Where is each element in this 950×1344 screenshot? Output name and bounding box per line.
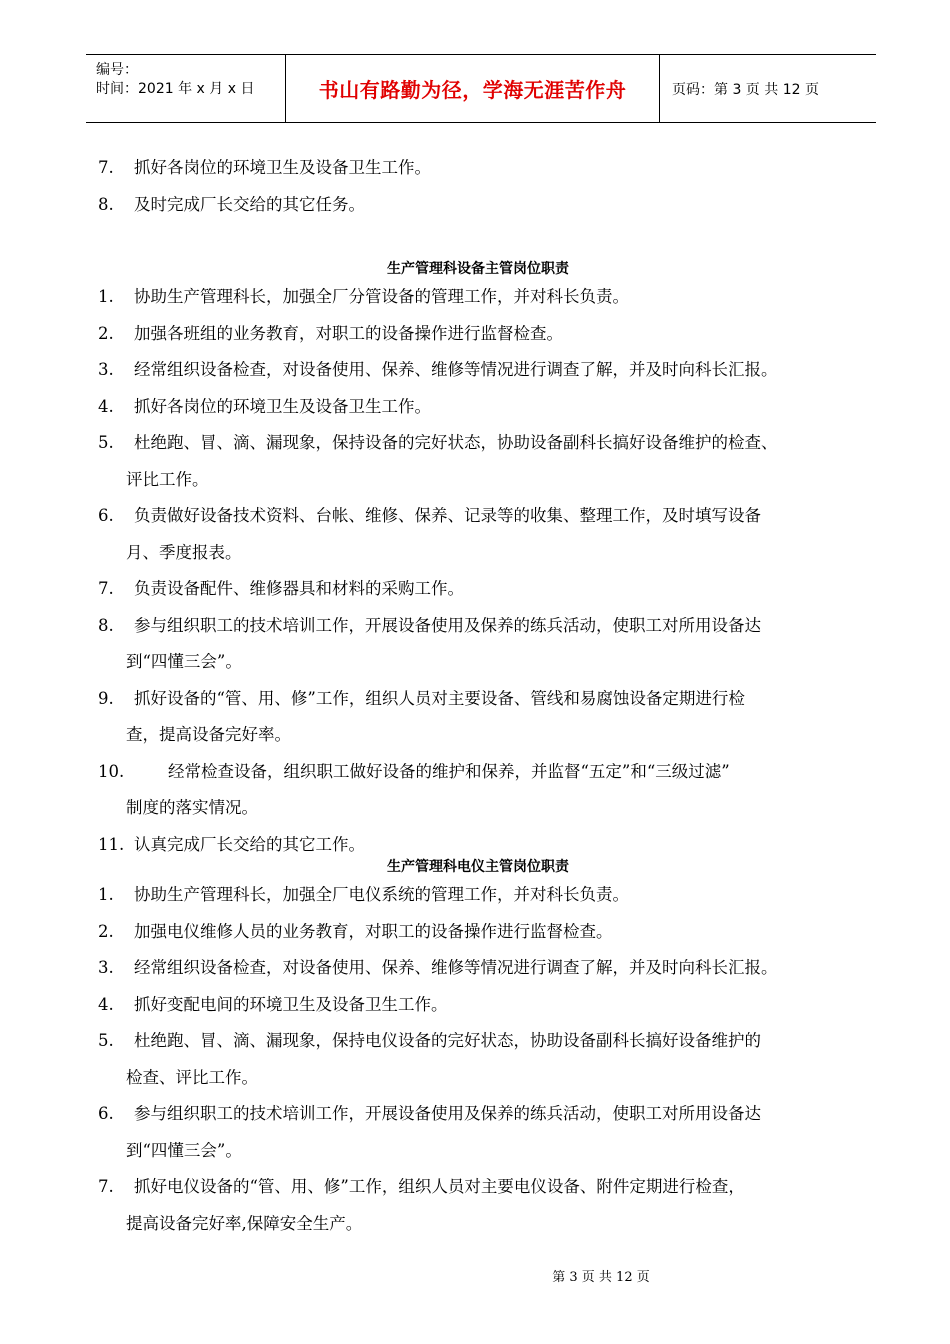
item-text: 杜绝跑、冒、滴、漏现象，保持设备的完好状态，协助设备副科长搞好设备维护的检查、 (134, 433, 778, 452)
item-number: 1. (98, 885, 114, 904)
item-text-continuation: 月、季度报表。 (126, 542, 242, 562)
item-text-continuation: 制度的落实情况。 (126, 798, 258, 817)
item-text: 负责设备配件、维修器具和材料的采购工作。 (134, 579, 464, 598)
item-text: 及时完成厂长交给的其它任务。 (134, 194, 365, 214)
item-number: 2. (98, 323, 114, 343)
item-text-continuation: 到“四懂三会”。 (126, 1140, 242, 1160)
item-text: 经常组织设备检查，对设备使用、保养、维修等情况进行调查了解，并及时向科长汇报。 (134, 360, 778, 379)
section-title: 生产管理科设备主管岗位职责 (387, 261, 569, 277)
list-item (98, 1096, 878, 1133)
item-number: 8. (98, 615, 114, 635)
list-item (98, 914, 878, 951)
item-text: 加强各班组的业务教育，对职工的设备操作进行监督检查。 (134, 323, 563, 343)
list-item (98, 950, 878, 987)
item-number: 6. (98, 1104, 114, 1123)
item-text-continuation: 查，提高设备完好率。 (126, 725, 291, 744)
item-text: 协助生产管理科长，加强全厂电仪系统的管理工作，并对科长负责。 (134, 885, 629, 904)
item-text: 抓好设备的“管、用、修”工作，组织人员对主要设备、管线和易腐蚀设备定期进行检 (134, 688, 745, 708)
list-item (98, 498, 878, 535)
list-item (98, 1023, 878, 1060)
item-number: 11. (98, 834, 125, 854)
list-item (98, 279, 878, 316)
list-item (98, 571, 878, 608)
header-motto: 书山有路勤为径，学海无涯苦作舟 (286, 55, 660, 122)
list-item (98, 389, 878, 426)
item-text: 抓好各岗位的环境卫生及设备卫生工作。 (134, 396, 431, 416)
item-text: 加强电仪维修人员的业务教育，对职工的设备操作进行监督检查。 (134, 921, 613, 941)
header-meta (86, 55, 286, 122)
list-item (98, 754, 878, 791)
item-text-continuation: 评比工作。 (126, 469, 209, 489)
item-number: 10. (98, 761, 125, 781)
list-item (98, 352, 878, 389)
item-number: 3. (98, 360, 114, 379)
item-text: 负责做好设备技术资料、台帐、维修、保养、记录等的收集、整理工作，及时填写设备 (134, 506, 761, 525)
item-text: 杜绝跑、冒、滴、漏现象，保持电仪设备的完好状态，协助设备副科长搞好设备维护的 (134, 1031, 761, 1050)
item-text: 认真完成厂长交给的其它工作。 (134, 834, 365, 854)
list-item (98, 316, 878, 353)
item-number: 1. (98, 287, 114, 306)
item-text: 经常检查设备，组织职工做好设备的维护和保养，并监督“五定”和“三级过滤” (168, 761, 730, 781)
document-time-label: 时间：2021 年 x 月 x 日 (96, 81, 255, 97)
item-number: 4. (98, 396, 114, 416)
item-number: 7. (98, 579, 114, 598)
document-body (98, 150, 878, 1242)
item-number: 8. (98, 194, 114, 214)
list-item (98, 681, 878, 718)
item-text: 协助生产管理科长，加强全厂分管设备的管理工作，并对科长负责。 (134, 287, 629, 306)
item-text-continuation: 提高设备完好率,保障安全生产。 (126, 1213, 363, 1233)
item-number: 3. (98, 958, 114, 977)
item-text: 抓好变配电间的环境卫生及设备卫生工作。 (134, 994, 448, 1014)
header-page-label: 页码：第 3 页 共 12 页 (672, 81, 819, 98)
list-item (98, 987, 878, 1024)
item-number: 4. (98, 994, 114, 1014)
section-title: 生产管理科电仪主管岗位职责 (387, 859, 569, 875)
list-item (98, 1169, 878, 1206)
item-number: 7. (98, 1177, 114, 1196)
item-number: 5. (98, 433, 114, 452)
document-header (86, 54, 876, 123)
item-number: 6. (98, 506, 114, 525)
item-text-continuation: 检查、评比工作。 (126, 1067, 258, 1087)
list-item (98, 187, 878, 224)
item-number: 9. (98, 688, 114, 708)
item-number: 2. (98, 921, 114, 941)
list-item (98, 877, 878, 914)
list-item (98, 150, 878, 187)
page-footer: 第 3 页 共 12 页 (552, 1270, 650, 1285)
item-text: 参与组织职工的技术培训工作，开展设备使用及保养的练兵活动，使职工对所用设备达 (134, 615, 761, 635)
item-text: 抓好电仪设备的“管、用、修”工作，组织人员对主要电仪设备、附件定期进行检查， (134, 1177, 745, 1196)
list-item (98, 608, 878, 645)
document-number-label: 编号： (96, 62, 138, 78)
item-number: 5. (98, 1031, 114, 1050)
item-text: 参与组织职工的技术培训工作，开展设备使用及保养的练兵活动，使职工对所用设备达 (134, 1104, 761, 1123)
item-text: 经常组织设备检查，对设备使用、保养、维修等情况进行调查了解，并及时向科长汇报。 (134, 958, 778, 977)
item-text: 抓好各岗位的环境卫生及设备卫生工作。 (134, 158, 431, 177)
list-item (98, 425, 878, 462)
item-number: 7. (98, 158, 114, 177)
item-text-continuation: 到“四懂三会”。 (126, 652, 242, 671)
